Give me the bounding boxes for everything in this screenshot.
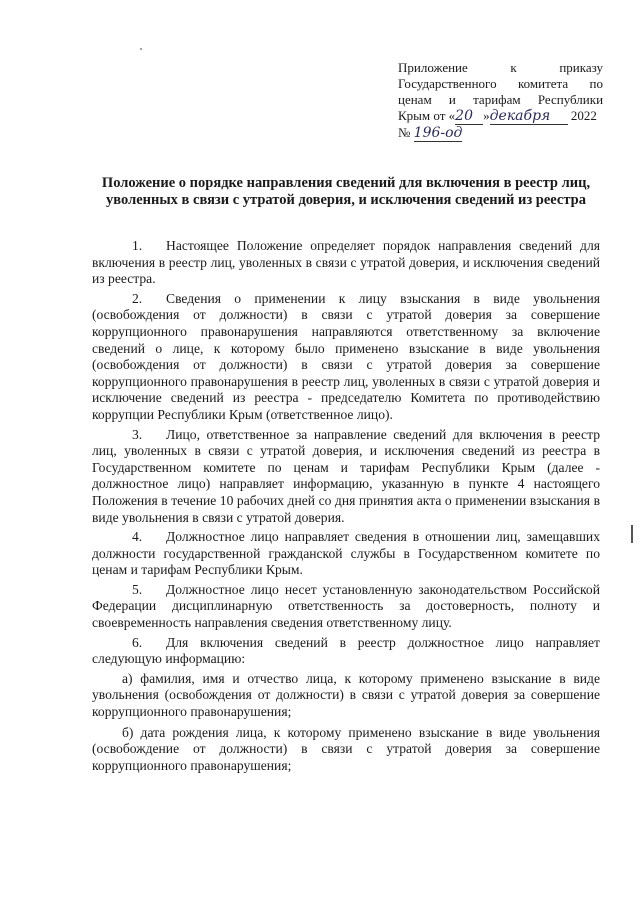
paragraph-text: Должностное лицо направляет сведения в отношении лиц, замещавших должности государственной гражданской службы в Государственном комитете по ценам и тарифам Республики Крым. (92, 529, 600, 578)
scan-edge-mark (631, 525, 633, 543)
appendix-header (398, 60, 603, 142)
document-title: Положение о порядке направления сведений для включения в реестр лиц, уволенных в связи с утратой доверия, и исключения сведений из реестра (101, 175, 591, 208)
paragraph-1 (92, 238, 600, 288)
handwritten-day: 20 (455, 108, 483, 125)
appendix-date-line (398, 108, 603, 125)
paragraph-6 (92, 635, 600, 668)
appendix-line-1 (398, 60, 603, 76)
number-prefix: № (398, 125, 411, 140)
appendix-word: ценам (398, 92, 432, 107)
appendix-word: по (589, 76, 604, 91)
date-prefix: Крым от « (398, 108, 456, 123)
scan-speck (140, 48, 142, 50)
paragraph-number: 3. (132, 426, 143, 442)
paragraph-text: Сведения о применении к лицу взыскания в виде увольнения (освобождения от должности) в связи с утратой доверия за совершение коррупционного правонарушения направляются ответственному за включение сведений о лице, к которому было применено взыскание в виде увольнения (освобождения от должности) в связи с утратой доверия за совершение коррупционного правонарушения в реестр лиц, уволенных в связи с утратой доверия и исключение сведений из реестра - председателю Комитета по противодействию коррупции Республики Крым (ответственное лицо). (92, 290, 600, 422)
date-year: 2022 (570, 108, 597, 123)
paragraph-3 (92, 427, 600, 527)
paragraph-4 (92, 529, 600, 579)
appendix-word: и (448, 92, 456, 107)
paragraph-text: Лицо, ответственное за направление сведений для включения в реестр лиц, уволенных в связи с утратой доверия, и исключения сведений из реестра в Государственном комитете по ценам и тарифам Республики Крым (далее - должностное лицо) направляет информацию, указанную в пункте 4 настоящего Положения в течение 10 рабочих дней со дня принятия акта о применении взыскания в виде увольнения в связи с утратой доверия. (92, 426, 600, 525)
document-body (92, 238, 600, 778)
paragraph-text: Настоящее Положение определяет порядок направления сведений для включения в реестр лиц, уволенных в связи с утратой доверия, и исключения сведений из реестра. (92, 238, 600, 287)
subitem-a: а) фамилия, имя и отчество лица, к которому применено взыскание в виде увольнения (освобождения от должности) в связи с утратой доверия за совершение коррупционного правонарушения; (92, 670, 600, 720)
paragraph-5 (92, 582, 600, 632)
appendix-word: Государственного (398, 76, 497, 91)
paragraph-number: 4. (132, 529, 143, 545)
appendix-word: Республики (537, 92, 604, 107)
paragraph-number: 2. (132, 290, 143, 306)
paragraph-2 (92, 291, 600, 424)
appendix-number-line (398, 125, 603, 142)
subitem-b: б) дата рождения лица, к которому применено взыскание в виде увольнения (освобождение от должности) в связи с утратой доверия за совершение коррупционного правонарушения; (92, 724, 600, 773)
appendix-word: к (510, 60, 517, 75)
date-quote: » (483, 108, 490, 123)
appendix-word: Приложение (398, 60, 468, 75)
appendix-line-2 (398, 76, 603, 92)
handwritten-number: 196-од (413, 125, 463, 141)
paragraph-number: 5. (132, 581, 143, 597)
appendix-word: комитета (517, 76, 569, 91)
paragraph-text: Для включения сведений в реестр должностное лицо направляет следующую информацию: (92, 634, 600, 667)
paragraph-number: 6. (132, 634, 143, 650)
handwritten-month: декабря (490, 108, 568, 125)
paragraph-text: Должностное лицо несет установленную законодательством Российской Федерации дисциплинарную ответственность за достоверность, полноту и своевременность направления сведения ответственному лицу. (92, 581, 600, 631)
paragraph-number: 1. (132, 238, 143, 253)
appendix-word: тарифам (473, 92, 521, 107)
appendix-line-3 (398, 92, 603, 108)
appendix-word: приказу (559, 60, 603, 75)
